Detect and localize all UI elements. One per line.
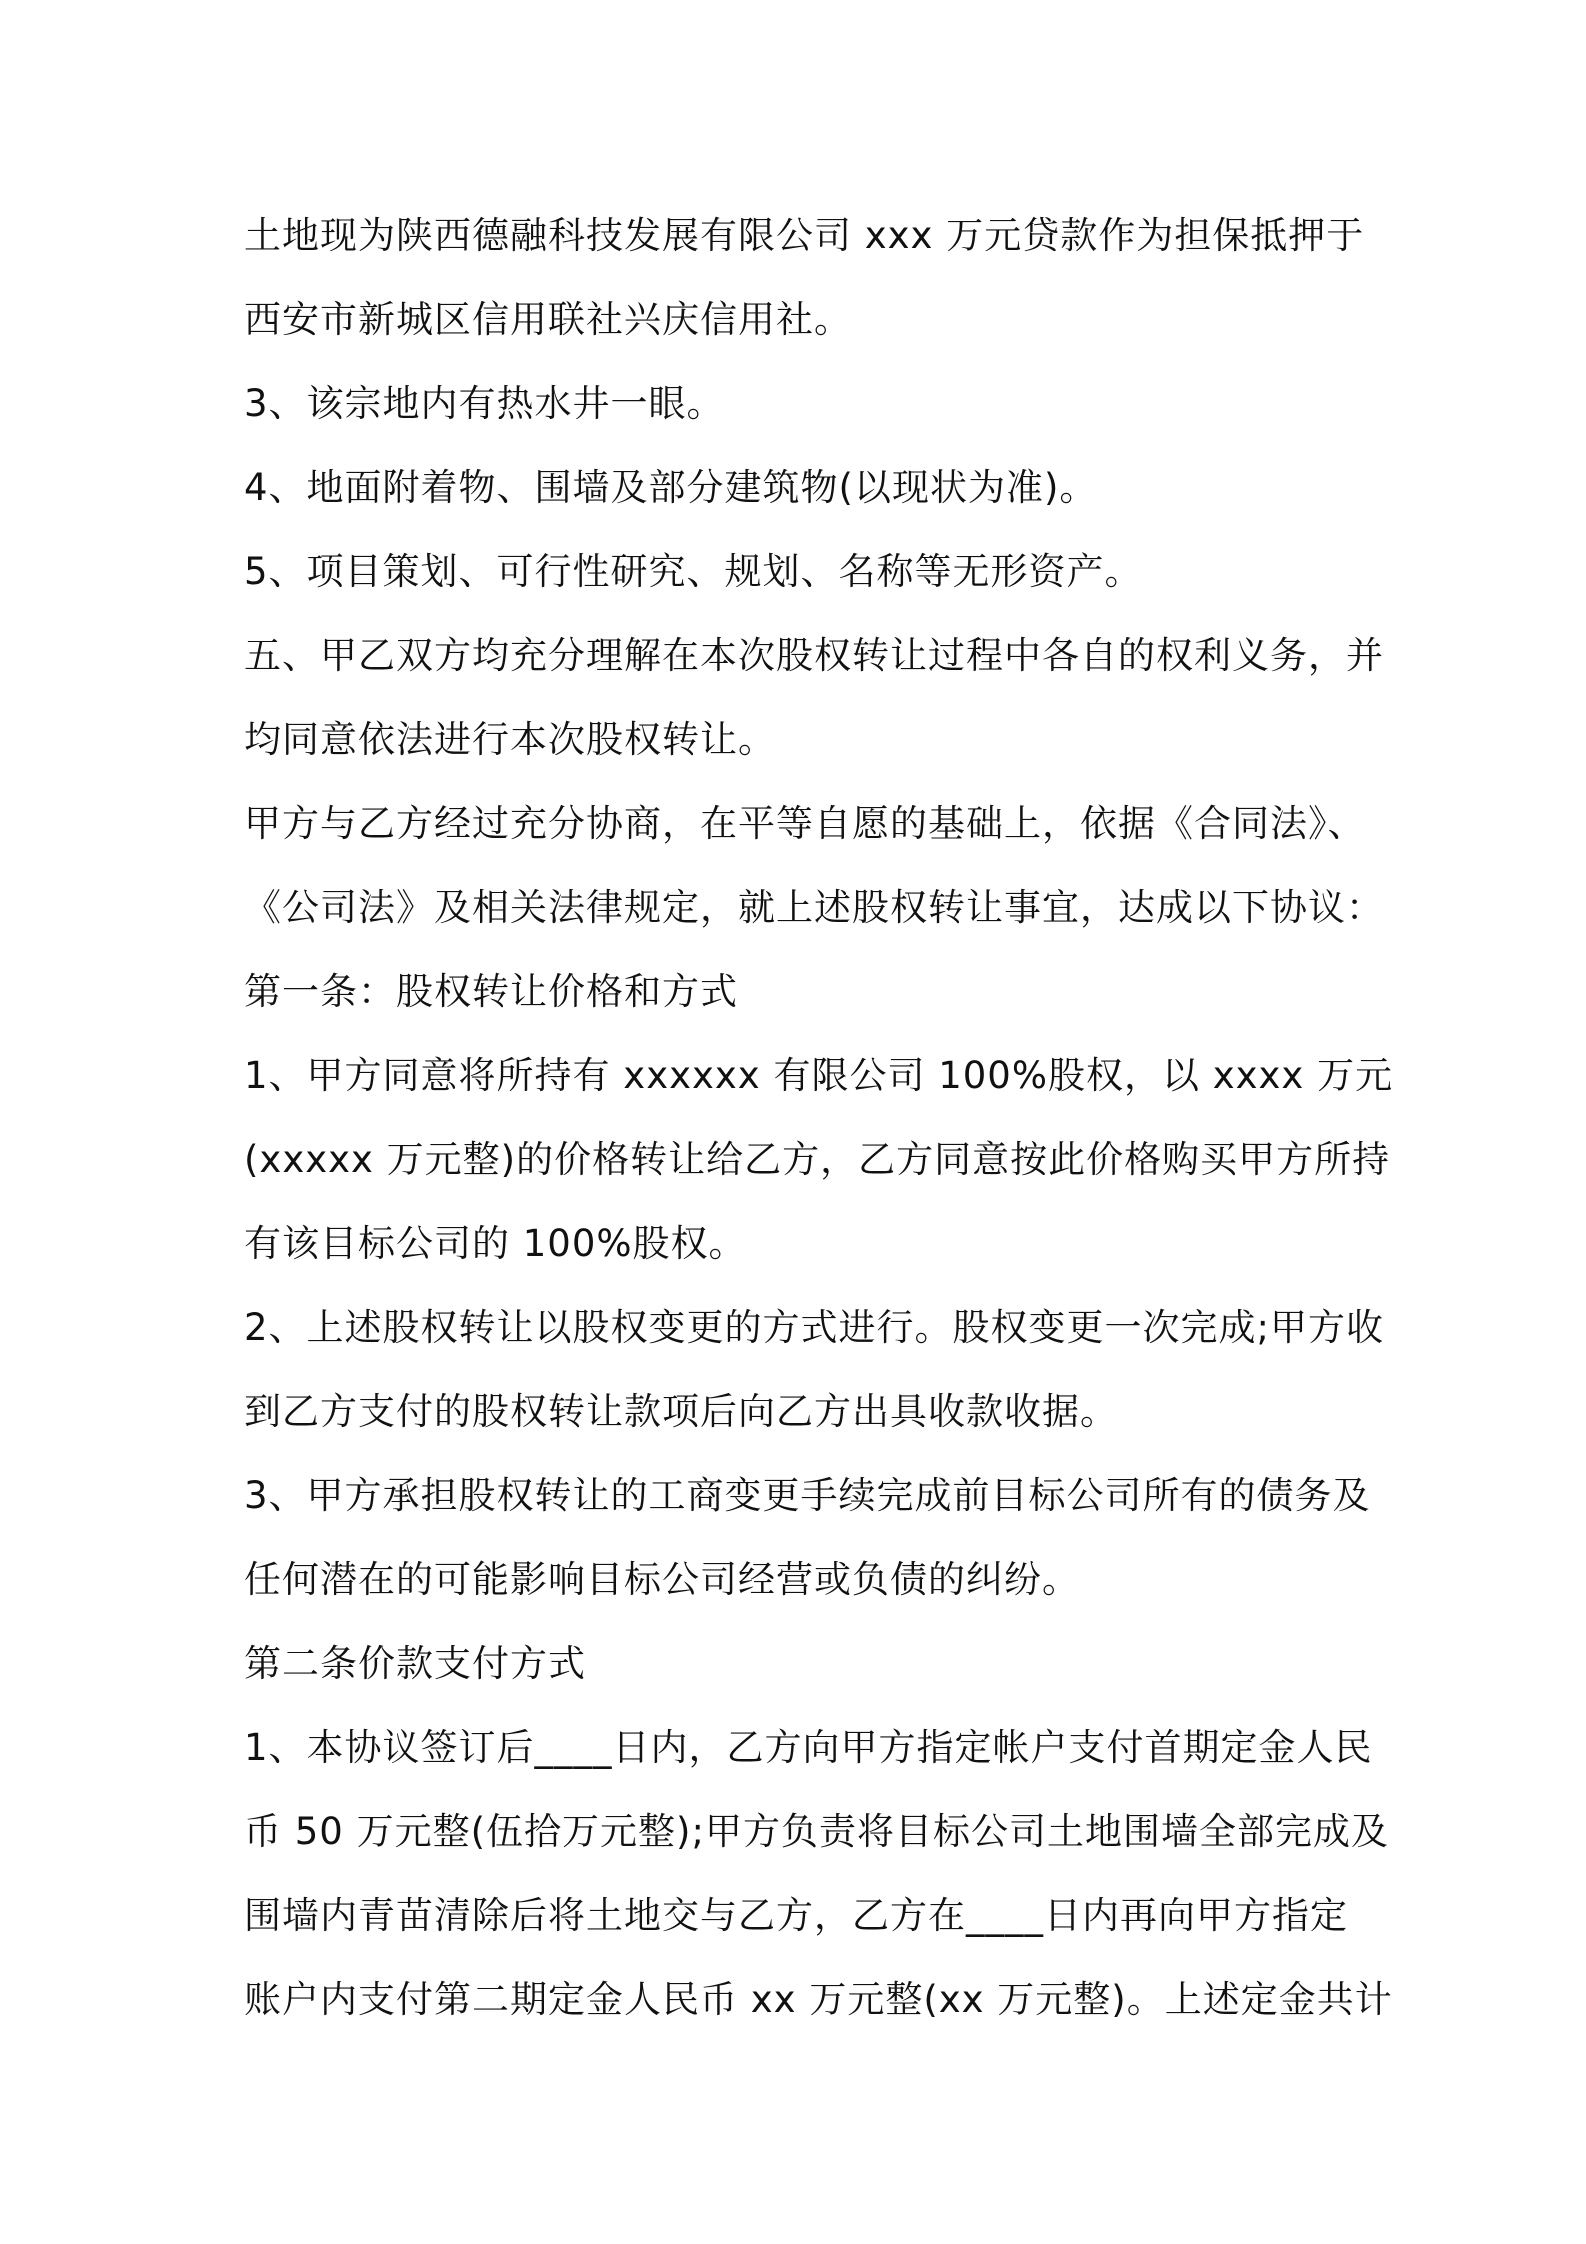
text-line: (xxxxx 万元整)的价格转让给乙方，乙方同意按此价格购买甲方所持 <box>244 1138 1391 1181</box>
text-line: 土地现为陕西德融科技发展有限公司 xxx 万元贷款作为担保抵押于 <box>244 214 1365 257</box>
text-line: 1、甲方同意将所持有 xxxxxx 有限公司 100%股权，以 xxxx 万元 <box>244 1054 1394 1097</box>
text-line: 有该目标公司的 100%股权。 <box>244 1222 747 1265</box>
text-line: 均同意依法进行本次股权转让。 <box>244 718 776 761</box>
text-line: 到乙方支付的股权转让款项后向乙方出具收款收据。 <box>244 1390 1118 1433</box>
section-heading: 第一条：股权转让价格和方式 <box>244 970 738 1013</box>
text-line: 《公司法》及相关法律规定，就上述股权转让事宜，达成以下协议： <box>244 886 1384 929</box>
text-line: 4、地面附着物、围墙及部分建筑物(以现状为准)。 <box>244 466 1098 509</box>
text-line: 围墙内青苗清除后将土地交与乙方，乙方在____日内再向甲方指定 <box>244 1894 1348 1937</box>
text-line: 3、甲方承担股权转让的工商变更手续完成前目标公司所有的债务及 <box>244 1474 1371 1517</box>
text-line: 西安市新城区信用联社兴庆信用社。 <box>244 298 852 341</box>
text-line: 任何潜在的可能影响目标公司经营或负债的纠纷。 <box>244 1558 1080 1601</box>
text-line: 5、项目策划、可行性研究、规划、名称等无形资产。 <box>244 550 1143 593</box>
text-line: 1、本协议签订后____日内，乙方向甲方指定帐户支付首期定金人民 <box>244 1726 1373 1769</box>
text-line: 账户内支付第二期定金人民币 xx 万元整(xx 万元整)。上述定金共计 <box>244 1978 1393 2021</box>
text-line: 五、甲乙双方均充分理解在本次股权转让过程中各自的权利义务，并 <box>244 634 1384 677</box>
text-line: 3、该宗地内有热水井一眼。 <box>244 382 725 425</box>
text-line: 币 50 万元整(伍拾万元整);甲方负责将目标公司土地围墙全部完成及 <box>244 1810 1389 1853</box>
text-line: 甲方与乙方经过充分协商，在平等自愿的基础上，依据《合同法》、 <box>244 802 1366 845</box>
section-heading: 第二条价款支付方式 <box>244 1642 586 1685</box>
text-line: 2、上述股权转让以股权变更的方式进行。股权变更一次完成;甲方收 <box>244 1306 1385 1349</box>
